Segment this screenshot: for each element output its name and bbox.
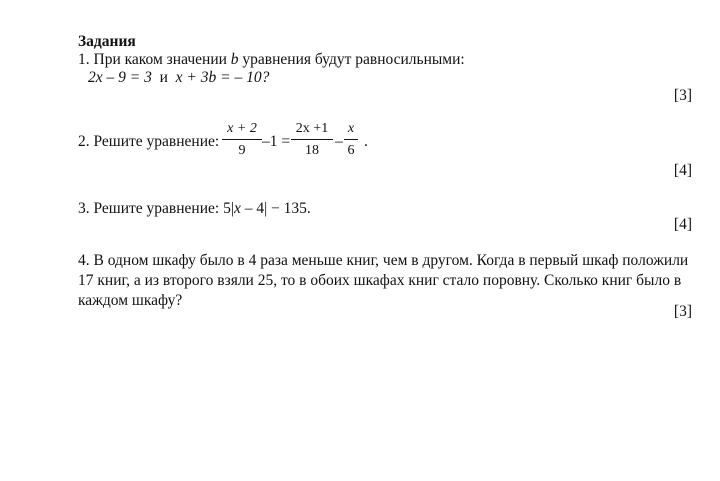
task-1-equation-1: 2x – 9 = 3 bbox=[88, 69, 152, 86]
task-2-fraction-2-bar bbox=[291, 139, 333, 140]
worksheet-heading: Задания bbox=[78, 33, 136, 50]
task-1-question bbox=[78, 51, 465, 69]
task-2-fraction-2 bbox=[291, 121, 333, 159]
task-3-question bbox=[78, 200, 311, 218]
task-3-expr-right: – 4| − 135. bbox=[240, 200, 311, 217]
task-4-question: 4. В одном шкафу было в 4 раза меньше книг, чем в другом. Когда в первый шкаф положили 17 книг, а из второго взяли 25, то в обоих шкафах книг стало поровну. Сколько книг было в каждом шкафу? bbox=[78, 252, 689, 309]
task-2-mid-operator: –1 = bbox=[262, 133, 291, 150]
task-2-fraction-3 bbox=[344, 121, 358, 159]
task-2-period: . bbox=[364, 133, 368, 150]
task-1-var-b: b bbox=[230, 51, 239, 68]
task-3-label: 3. Решите уравнение: bbox=[78, 200, 224, 217]
task-1-equations bbox=[88, 69, 269, 87]
task-2-fraction-2-denominator: 18 bbox=[305, 143, 319, 158]
task-4-points: [3] bbox=[673, 303, 692, 320]
task-2-fraction-2-numerator: 2x +1 bbox=[295, 121, 329, 136]
task-2-fraction-3-denominator: 6 bbox=[347, 143, 355, 158]
task-2-points: [4] bbox=[673, 162, 692, 179]
task-3-points: [4] bbox=[673, 216, 692, 233]
task-1-conjunction: и bbox=[159, 69, 168, 86]
task-2-fraction-3-numerator: x bbox=[347, 121, 355, 136]
task-2-minus: – bbox=[335, 133, 343, 150]
task-3-expr-left: 5| bbox=[223, 200, 234, 217]
task-2-fraction-1-denominator: 9 bbox=[238, 143, 246, 158]
task-1-text-before: 1. При каком значении bbox=[78, 51, 231, 68]
task-1-text-after: уравнения будут равносильными: bbox=[238, 51, 465, 68]
task-2-fraction-1-numerator: x + 2 bbox=[227, 121, 257, 136]
task-2-label: 2. Решите уравнение: bbox=[78, 133, 220, 150]
task-3-expr-var: x bbox=[233, 200, 241, 217]
task-2-fraction-1 bbox=[222, 121, 262, 159]
task-1-points: [3] bbox=[673, 87, 692, 104]
task-2-fraction-1-bar bbox=[222, 139, 262, 140]
task-1-equation-2: x + 3b = – 10? bbox=[175, 69, 270, 86]
task-2-fraction-3-bar bbox=[344, 139, 358, 140]
